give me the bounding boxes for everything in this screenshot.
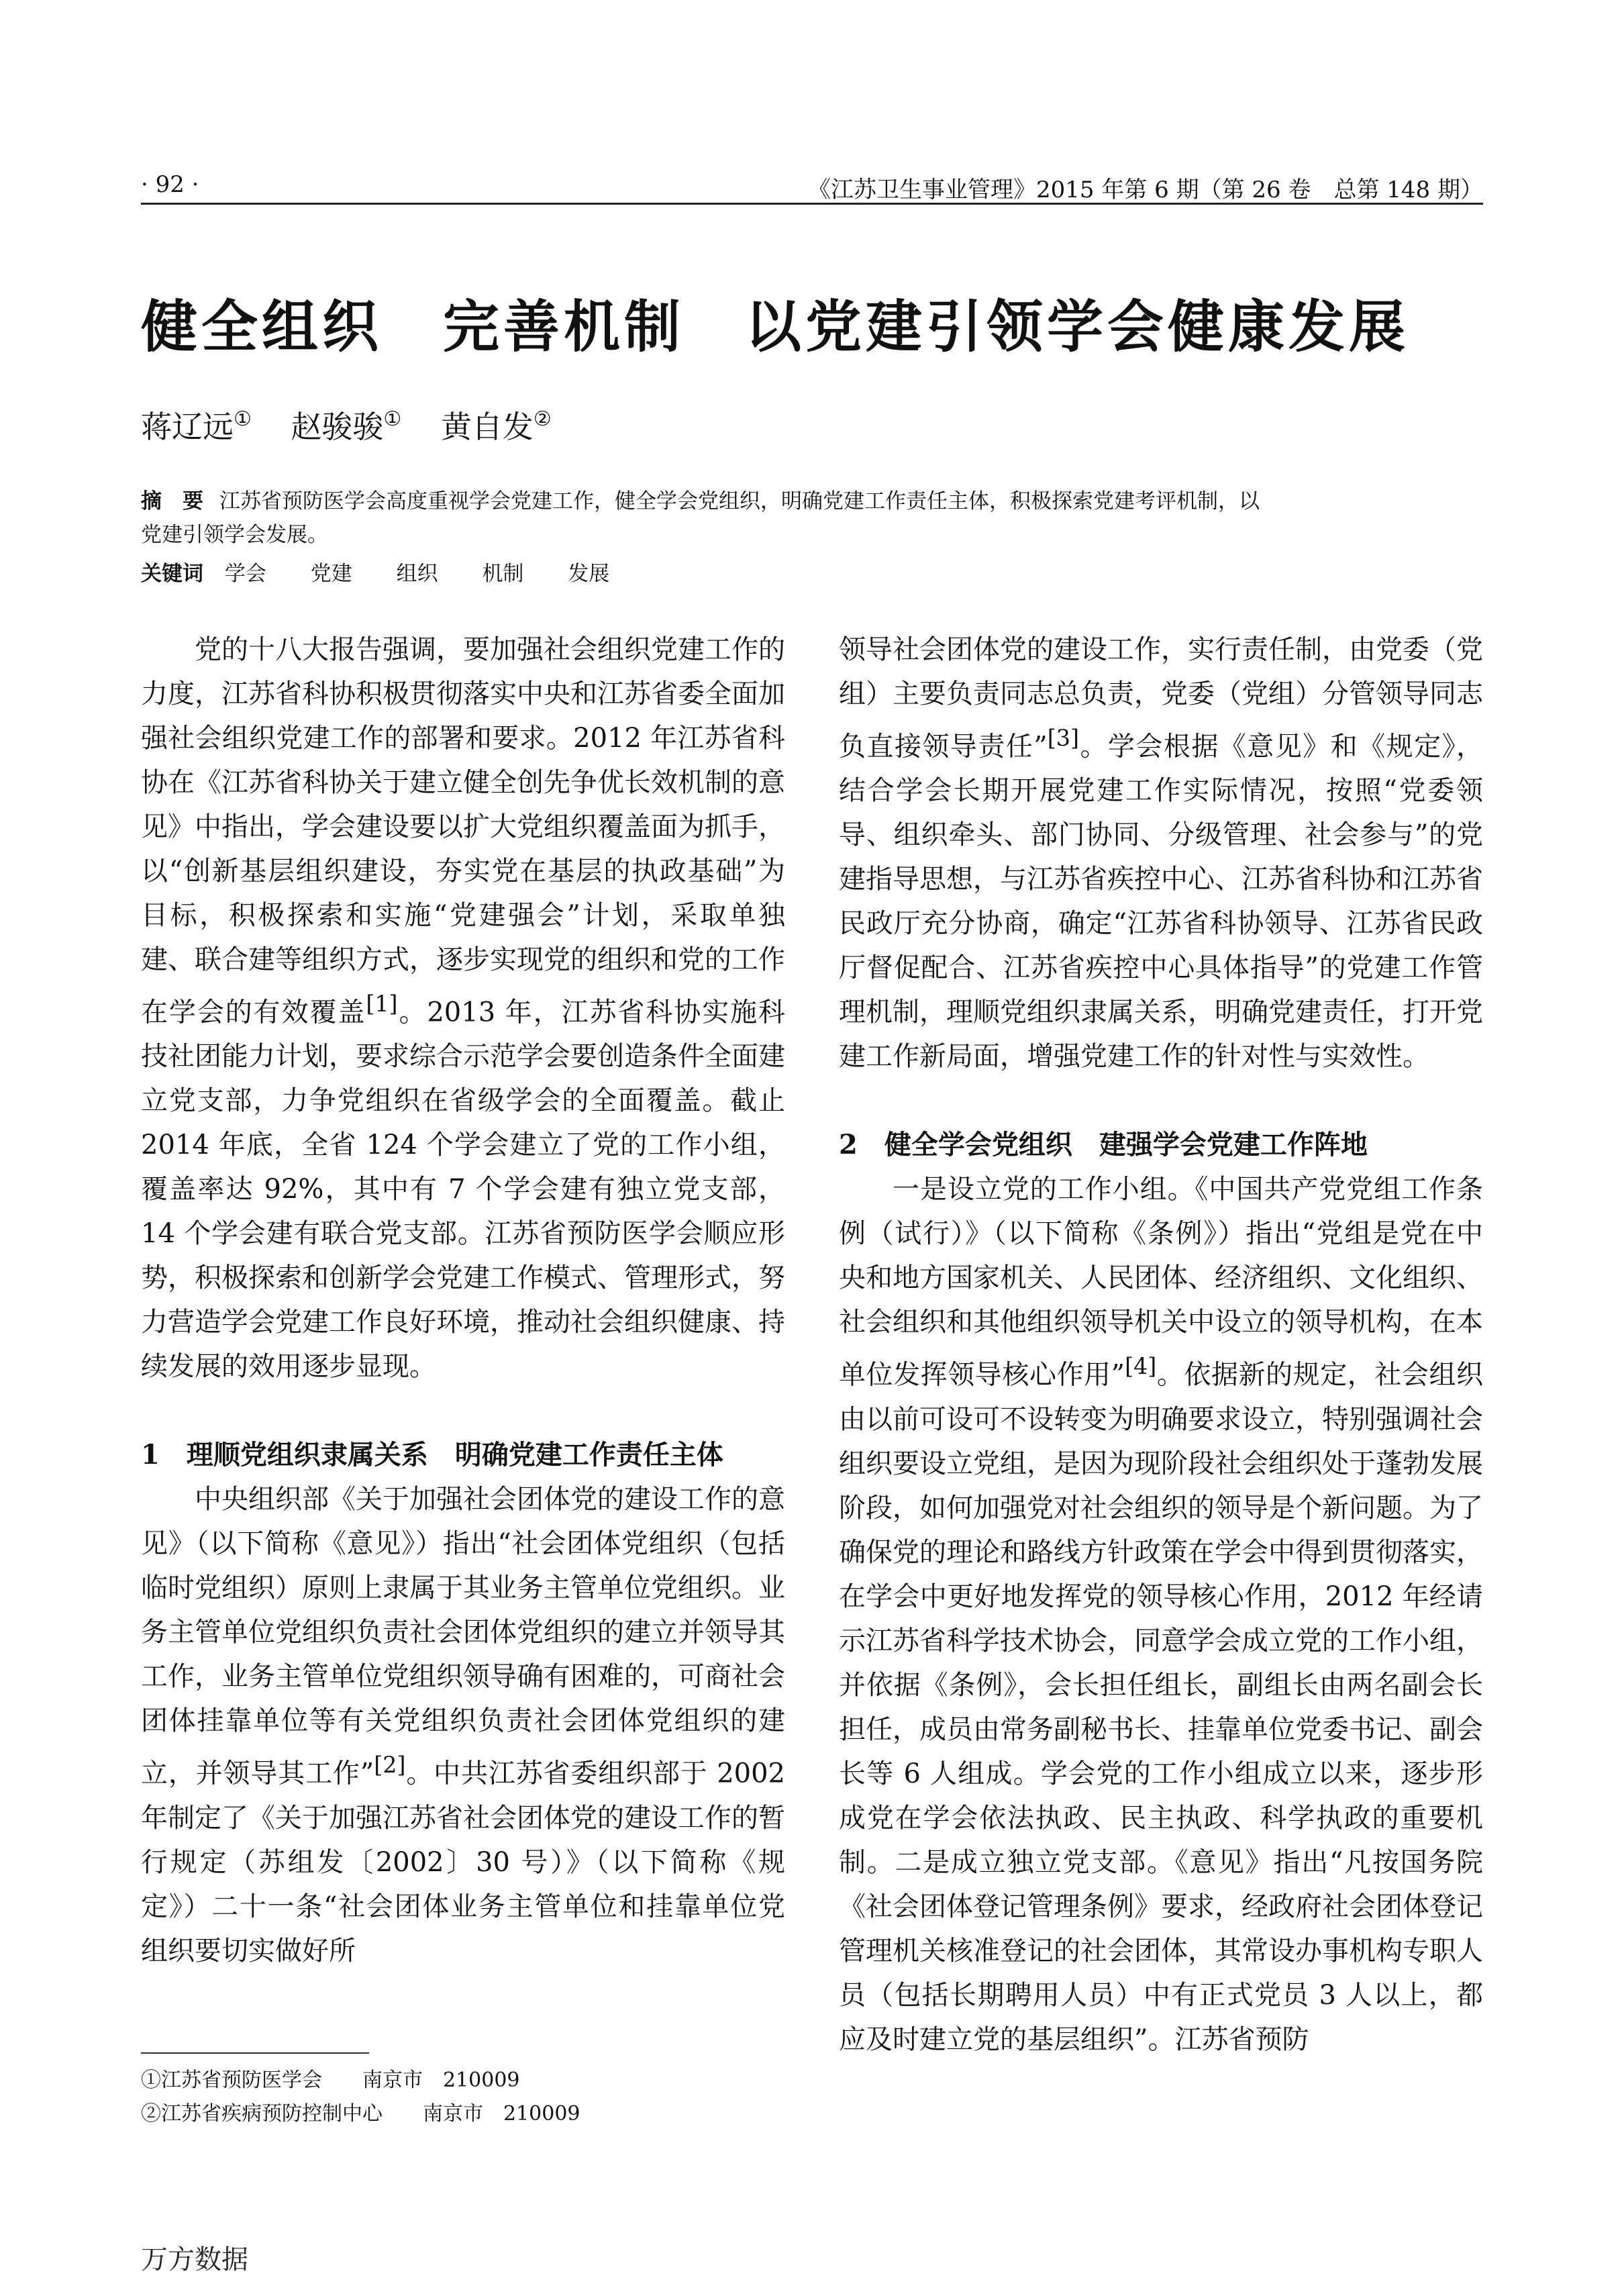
section-number: 1 xyxy=(141,1439,160,1471)
paragraph-text: 一是设立党的工作小组。《中国共产党党组工作条例（试行）》（以下简称《条例》）指出“党组是党在中央和地方国家机关、人民团体、经济组织、文化组织、社会组织和其他组织领导机关中设立的领导机构，在本单位发挥领导核心作用” xyxy=(839,1174,1483,1391)
page-number: · 92 · xyxy=(141,171,199,198)
section-title: 健全学会党组织 建强学会党建工作阵地 xyxy=(884,1129,1368,1161)
header-rule xyxy=(141,203,1483,205)
section-heading xyxy=(141,1433,785,1477)
affiliation-mark: ① xyxy=(383,407,402,431)
keyword: 党建 xyxy=(310,562,352,586)
keywords xyxy=(141,557,1268,591)
paragraph-text: 。2013 年，江苏省科协实施科技社团能力计划，要求综合示范学会要创造条件全面建立党支部，力争党组织在省级学会的全面覆盖。截止 2014 年底，全省 124 个学会建立了党的工作小组，覆盖率达 92%，其中有 7 个学会建有独立党支部，14 个学会建有联合党支部。江苏省预防医学会顺应形势，积极探索和创新学会党建工作模式、管理形式，努力营造学会党建工作良好环境，推动社会组织健康、持续发展的效用逐步显现。 xyxy=(141,997,786,1383)
abstract-label: 摘 要 xyxy=(141,489,203,513)
section-heading xyxy=(839,1123,1483,1167)
keywords-label: 关键词 xyxy=(141,562,203,586)
author-name: 赵骏骏 xyxy=(291,409,384,445)
keyword: 组织 xyxy=(396,562,438,586)
section-number: 2 xyxy=(839,1129,858,1161)
paragraph-text: 。学会根据《意见》和《规定》，结合学会长期开展党建工作实际情况，按照“党委领导、组织牵头、部门协同、分级管理、社会参与”的党建指导思想，与江苏省疾控中心、江苏省科协和江苏省民政厅充分协商，确定“江苏省科协领导、江苏省民政厅督促配合、江苏省疾控中心具体指导”的党建工作管理机制，理顺党组织隶属关系，明确党建责任，打开党建工作新局面，增强党建工作的针对性与实效性。 xyxy=(839,731,1484,1072)
paragraph-text: 。中共江苏省委组织部于 2002 年制定了《关于加强江苏省社会团体党的建设工作的暂行规定（苏组发〔2002〕30 号）》（以下简称《规定》）二十一条“社会团体业务主管单位和挂靠单位党组织要切实做好所 xyxy=(141,1758,786,1966)
citation-ref: [3] xyxy=(1047,725,1079,751)
affiliation-mark: ① xyxy=(234,407,252,431)
abstract xyxy=(141,485,1268,552)
citation-ref: [4] xyxy=(1125,1353,1157,1380)
body-paragraph xyxy=(141,628,785,1389)
article-title: 健全组织 完善机制 以党建引领学会健康发展 xyxy=(141,293,1410,360)
keyword: 发展 xyxy=(568,562,610,586)
body-paragraph xyxy=(141,1477,785,1973)
journal-citation: 《江苏卫生事业管理》2015 年第 6 期（第 26 卷 总第 148 期） xyxy=(808,177,1483,203)
body-paragraph xyxy=(839,628,1483,1079)
citation-ref: [2] xyxy=(374,1752,406,1779)
paragraph-text: 领导社会团体党的建设工作，实行责任制，由党委（党组）主要负责同志总负责，党委（党组）分管领导同志负直接领导责任” xyxy=(839,634,1483,762)
paragraph-text: 。依据新的规定，社会组织由以前可设可不设转变为明确要求设立，特别强调社会组织要设立党组，是因为现阶段社会组织处于蓬勃发展阶段，如何加强党对社会组织的领导是个新问题。为了确保党的理论和路线方针政策在学会中得到贯彻落实，在学会中更好地发挥党的领导核心作用，2012 年经请示江苏省科学技术协会，同意学会成立党的工作小组，并依据《条例》，会长担任组长，副组长由两名副会长担任，成员由常务副秘书长、挂靠单位党委书记、副会长等 6 人组成。学会党的工作小组成立以来，逐步形成党在学会依法执政、民主执政、科学执政的重要机制。二是成立独立党支部。《意见》指出“凡按国务院《社会团体登记管理条例》要求，经政府社会团体登记管理机关核准登记的社会团体，其常设办事机构专职人员（包括长期聘用人员）中有正式党员 3 人以上，都应及时建立党的基层组织”。江苏省预防 xyxy=(839,1359,1484,2055)
watermark: 万方数据 xyxy=(141,2244,248,2275)
citation-ref: [1] xyxy=(366,991,398,1017)
section-title: 理顺党组织隶属关系 明确党建工作责任主体 xyxy=(186,1439,723,1471)
right-column xyxy=(839,628,1483,2062)
paragraph-text: 党的十八大报告强调，要加强社会组织党建工作的力度，江苏省科协积极贯彻落实中央和江苏省委全面加强社会组织党建工作的部署和要求。2012 年江苏省科协在《江苏省科协关于建立健全创先争优长效机制的意见》中指出，学会建设要以扩大党组织覆盖面为抓手，以“创新基层组织建设，夯实党在基层的执政基础”为目标，积极探索和实施“党建强会”计划，采取单独建、联合建等组织方式，逐步实现党的组织和党的工作在学会的有效覆盖 xyxy=(141,634,785,1028)
body-paragraph xyxy=(839,1167,1483,2061)
running-header xyxy=(141,171,1483,205)
footnote: ②江苏省疾病预防控制中心 南京市 210009 xyxy=(141,2102,580,2126)
keyword: 学会 xyxy=(224,562,266,586)
paragraph-text: 中央组织部《关于加强社会团体党的建设工作的意见》（以下简称《意见》）指出“社会团体党组织（包括临时党组织）原则上隶属于其业务主管单位党组织。业务主管单位党组织负责社会团体党组织的建立并领导其工作，业务主管单位党组织领导确有困难的，可商社会团体挂靠单位等有关党组织负责社会团体党组织的建立，并领导其工作” xyxy=(141,1484,785,1789)
abstract-text: 江苏省预防医学会高度重视学会党建工作，健全学会党组织，明确党建工作责任主体，积极探索党建考评机制，以党建引领学会发展。 xyxy=(141,489,1260,547)
keyword: 机制 xyxy=(482,562,524,586)
left-column xyxy=(141,628,785,1973)
footnote-rule xyxy=(141,2052,369,2054)
author-name: 蒋辽远 xyxy=(141,409,234,445)
author-list xyxy=(141,403,1215,447)
affiliation-mark: ② xyxy=(533,407,552,431)
footnote: ①江苏省预防医学会 南京市 210009 xyxy=(141,2068,520,2092)
footnotes xyxy=(141,2064,785,2131)
author-name: 黄自发 xyxy=(440,409,534,445)
